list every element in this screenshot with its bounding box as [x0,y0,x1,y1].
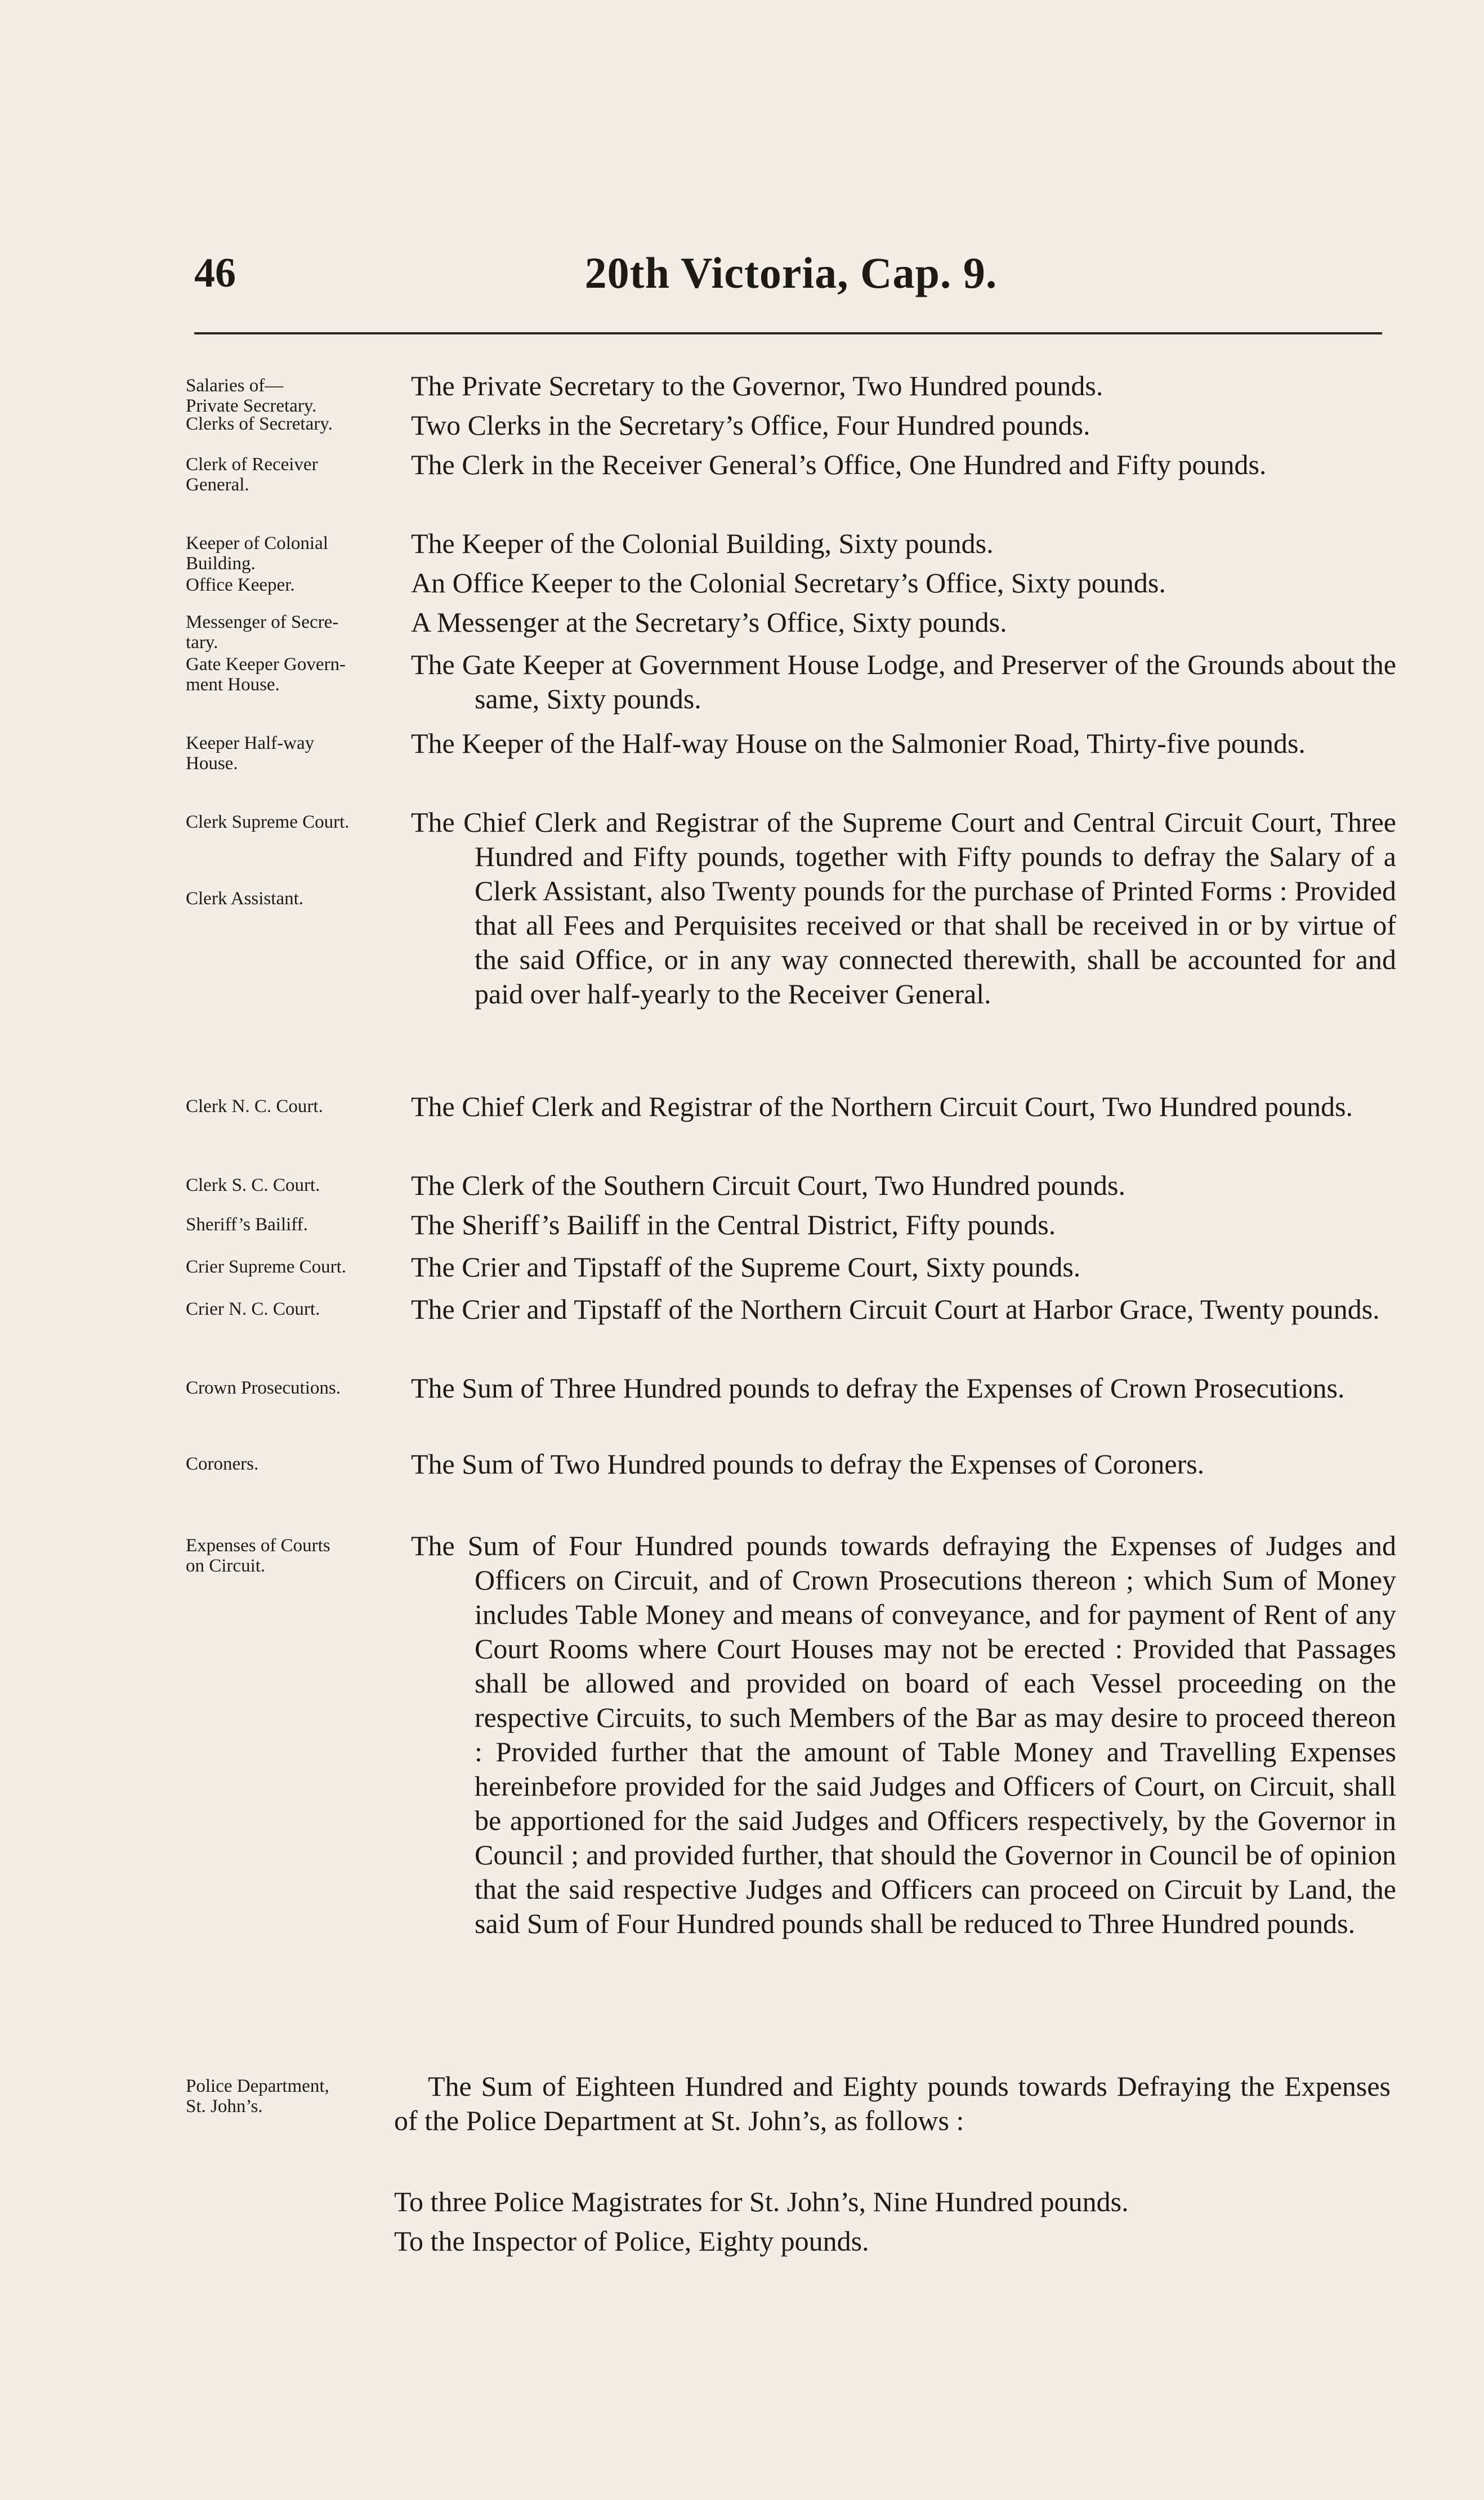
margin-note: Police Department, St. John’s. [186,2076,329,2117]
entry-text: The Sum of Eighteen Hundred and Eighty pounds towards Defraying the Expenses of the Police Department at St. John’s, as follows : [394,2070,1391,2136]
margin-note: Coroners. [186,1454,259,1474]
entry-text: The Sheriff’s Bailiff in the Central District, Fifty pounds. [411,1209,1056,1240]
police-item: To three Police Magistrates for St. John’s, Nine Hundred pounds. [394,2186,1129,2217]
entry-text: The Chief Clerk and Registrar of the Northern Circuit Court, Two Hundred pounds. [411,1091,1353,1122]
header-rule [194,332,1382,334]
margin-note: Office Keeper. [186,575,295,595]
page-number: 46 [194,250,236,296]
margin-note: Keeper of Colonial Building. [186,533,328,574]
margin-note: Crier Supreme Court. [186,1257,347,1277]
entry-text: The Chief Clerk and Registrar of the Supreme Court and Central Circuit Court, Three Hundred and Fifty pounds, together with Fifty pounds to defray the Salary of a Clerk Assistant, also Twenty pounds for the purchase of Printed Forms : Provided that all Fees and Perquisites received or that shall be received in or by virtue of the said Office, or in any way connected therewith, shall be accounted for and paid over half-yearly to the Receiver General. [411,806,1396,1010]
entry-text: The Gate Keeper at Government House Lodge, and Preserver of the Grounds about the same, Sixty pounds. [411,649,1396,715]
entry-text: The Crier and Tipstaff of the Supreme Court, Sixty pounds. [411,1251,1081,1283]
margin-note: Keeper Half-way House. [186,733,315,774]
entry-text: The Keeper of the Half-way House on the Salmonier Road, Thirty-five pounds. [411,727,1306,759]
entry-text: The Sum of Three Hundred pounds to defray the Expenses of Crown Prosecutions. [411,1372,1345,1404]
entry-text: The Crier and Tipstaff of the Northern Circuit Court at Harbor Grace, Twenty pounds. [411,1293,1380,1325]
running-title: 20th Victoria, Cap. 9. [584,248,998,297]
margin-note: Clerks of Secretary. [186,414,333,434]
margin-note: Clerk S. C. Court. [186,1175,320,1195]
margin-note: Crown Prosecutions. [186,1378,341,1398]
entry-text: The Clerk of the Southern Circuit Court, Two Hundred pounds. [411,1169,1126,1201]
margin-note: Clerk N. C. Court. [186,1096,323,1117]
margin-note: Salaries of— Private Secretary. [186,376,317,416]
police-item: To the Inspector of Police, Eighty pounds. [394,2225,869,2257]
entry-text: A Messenger at the Secretary’s Office, Sixty pounds. [411,606,1007,638]
margin-note: Sheriff’s Bailiff. [186,1215,308,1235]
page-header [194,248,1388,298]
margin-note: Expenses of Courts on Circuit. [186,1535,330,1576]
entry-text: The Keeper of the Colonial Building, Sixty pounds. [411,528,994,559]
entry-text: The Sum of Two Hundred pounds to defray the Expenses of Coroners. [411,1448,1205,1480]
margin-note: Clerk Supreme Court. [186,812,350,832]
margin-note-clerk-assistant: Clerk Assistant. [186,889,304,909]
entry-text: Two Clerks in the Secretary’s Office, Four Hundred pounds. [411,409,1090,441]
margin-note: Crier N. C. Court. [186,1299,320,1319]
margin-note: Messenger of Secre- tary. [186,612,339,653]
entry-text: An Office Keeper to the Colonial Secretary’s Office, Sixty pounds. [411,567,1166,599]
margin-note: Clerk of Receiver General. [186,454,318,495]
entry-text: The Sum of Four Hundred pounds towards defraying the Expenses of Judges and Officers on Circuit, and of Crown Prosecutions thereon ; which Sum of Money includes Table Money and means of conveyance, and for payment of Rent of any Court Rooms where Court Houses may not be erected : Provided that Passages shall be allowed and provided on board of each Vessel proceeding on the respective Circuits, to such Members of the Bar as may desire to proceed thereon : Provided further that the amount of Table Money and Travelling Expenses hereinbefore provided for the said Judges and Officers of Court, on Circuit, shall be apportioned for the said Judges and Officers respectively, by the Governor in Council ; and provided further, that should the Governor in Council be of opinion that the said respective Judges and Officers can proceed on Circuit by Land, the said Sum of Four Hundred pounds shall be reduced to Three Hundred pounds. [411,1530,1396,1939]
entry-text: The Clerk in the Receiver General’s Office, One Hundred and Fifty pounds. [411,449,1267,480]
margin-note: Gate Keeper Govern- ment House. [186,654,346,695]
entry-text: The Private Secretary to the Governor, Two Hundred pounds. [411,370,1103,401]
